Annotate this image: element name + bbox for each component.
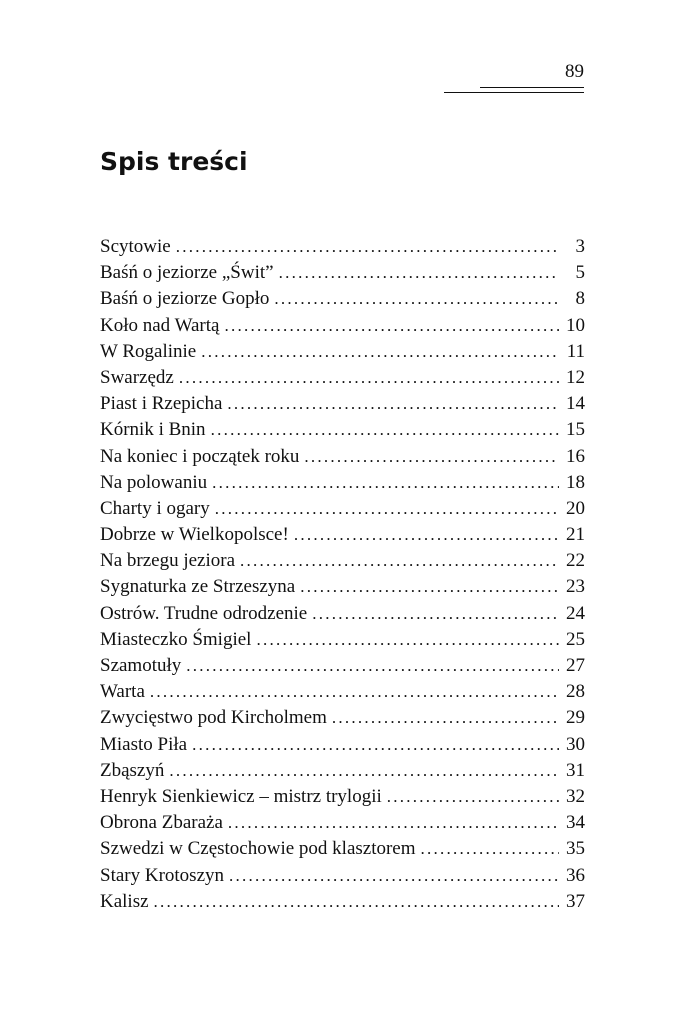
toc-entry-title: Henryk Sienkiewicz – mistrz trylogii — [100, 785, 382, 807]
header-rule-bottom — [444, 92, 584, 93]
toc-entry-title: Koło nad Wartą — [100, 314, 220, 336]
toc-entry — [100, 365, 585, 391]
toc-dot-leader — [192, 732, 559, 758]
toc-dot-leader — [421, 836, 559, 862]
toc-entry-title: Szamotuły — [100, 655, 182, 676]
toc-entry-title: Obrona Zbaraża — [100, 812, 223, 834]
toc-entry-page: 34 — [566, 812, 585, 834]
toc-entry-page: 20 — [566, 497, 585, 519]
toc-entry — [100, 732, 585, 758]
toc-entry-title: Kalisz — [100, 890, 149, 912]
toc-entry — [100, 705, 585, 731]
toc-entry — [100, 444, 585, 470]
toc-entry-title: Swarzędz — [100, 366, 174, 388]
toc-entry — [100, 758, 585, 784]
toc-entry — [100, 522, 585, 548]
toc-dot-leader — [179, 365, 559, 391]
toc-entry — [100, 496, 585, 522]
toc-entry-page: 36 — [566, 864, 585, 886]
toc-entry-title: Kórnik i Bnin — [100, 419, 206, 441]
toc-entry-page: 11 — [566, 340, 585, 362]
toc-entry — [100, 574, 585, 600]
toc-entry-page: 32 — [566, 785, 585, 807]
toc-entry-page: 31 — [566, 759, 585, 781]
toc-entry-page: 27 — [566, 655, 585, 676]
toc-entry-title: Zbąszyń — [100, 759, 165, 781]
toc-entry-page: 5 — [575, 262, 585, 284]
toc-entry-page: 3 — [575, 236, 585, 257]
toc-entry — [100, 810, 585, 836]
toc-entry-title: Na brzegu jeziora — [100, 550, 236, 572]
toc-entry — [100, 863, 585, 889]
toc-entry-title: Warta — [100, 681, 145, 703]
toc-entry — [100, 627, 585, 653]
toc-entry-page: 35 — [566, 838, 585, 860]
toc-entry — [100, 313, 585, 339]
toc-dot-leader — [240, 548, 559, 574]
page-number: 89 — [565, 61, 584, 82]
toc-entry-page: 18 — [566, 471, 585, 493]
toc-entry-page: 15 — [566, 419, 585, 441]
toc-entry — [100, 836, 585, 862]
toc-entry-page: 29 — [566, 707, 585, 729]
header-rule-top — [480, 87, 584, 88]
toc-entry-title: Scytowie — [100, 236, 171, 257]
toc-dot-leader — [169, 758, 559, 784]
toc-entry — [100, 548, 585, 574]
toc-dot-leader — [229, 863, 559, 889]
toc-dot-leader — [176, 234, 559, 260]
toc-entry-title: Piast i Rzepicha — [100, 393, 223, 415]
toc-entry-page: 10 — [566, 314, 585, 336]
toc-dot-leader — [256, 627, 559, 653]
toc-dot-leader — [224, 313, 559, 339]
toc-dot-leader — [186, 653, 559, 679]
toc-entry — [100, 286, 585, 312]
toc-entry — [100, 260, 585, 286]
toc-entry-title: Miasteczko Śmigiel — [100, 628, 252, 650]
toc-entry-page: 22 — [566, 550, 585, 572]
toc-entry-title: Zwycięstwo pod Kircholmem — [100, 707, 327, 729]
toc-dot-leader — [304, 444, 559, 470]
toc-dot-leader — [227, 391, 559, 417]
toc-dot-leader — [279, 260, 559, 286]
toc-dot-leader — [228, 810, 559, 836]
toc-dot-leader — [211, 417, 559, 443]
toc-entry-title: Na koniec i początek roku — [100, 445, 300, 467]
toc-entry-page: 16 — [566, 445, 585, 467]
toc-entry-page: 24 — [566, 602, 585, 624]
toc-entry-page: 12 — [566, 366, 585, 388]
toc-entry-title: Na polowaniu — [100, 471, 208, 493]
toc-entry-page: 21 — [566, 524, 585, 546]
toc-entry-title: Baśń o jeziorze Gopło — [100, 288, 270, 310]
toc-entry — [100, 339, 585, 365]
toc-entry-page: 14 — [566, 393, 585, 415]
toc-dot-leader — [212, 470, 559, 496]
toc-dot-leader — [312, 601, 559, 627]
toc-dot-leader — [274, 286, 559, 312]
toc-entry-title: Dobrze w Wielkopolsce! — [100, 524, 289, 546]
toc-entry-title: Szwedzi w Częstochowie pod klasztorem — [100, 838, 416, 860]
toc-dot-leader — [300, 574, 559, 600]
toc-entry — [100, 784, 585, 810]
toc-entry — [100, 653, 585, 679]
toc-entry-title: W Rogalinie — [100, 340, 197, 362]
toc-entry-title: Baśń o jeziorze „Świt” — [100, 262, 274, 284]
toc-entry-page: 23 — [566, 576, 585, 598]
toc-entry-page: 28 — [566, 681, 585, 703]
toc-dot-leader — [332, 705, 559, 731]
toc-dot-leader — [387, 784, 559, 810]
toc-entry-page: 25 — [566, 628, 585, 650]
toc-entry-title: Miasto Piła — [100, 733, 188, 755]
toc-entry — [100, 601, 585, 627]
toc-entry — [100, 679, 585, 705]
toc-entry-title: Stary Krotoszyn — [100, 864, 225, 886]
toc-entry — [100, 470, 585, 496]
toc-dot-leader — [201, 339, 559, 365]
toc-entry-title: Sygnaturka ze Strzeszyna — [100, 576, 296, 598]
table-of-contents — [100, 234, 585, 915]
toc-entry-page: 30 — [566, 733, 585, 755]
toc-entry-page: 8 — [575, 288, 585, 310]
toc-entry — [100, 417, 585, 443]
toc-entry-title: Charty i ogary — [100, 497, 210, 519]
toc-entry-title: Ostrów. Trudne odrodzenie — [100, 602, 308, 624]
toc-dot-leader — [154, 889, 559, 915]
toc-dot-leader — [215, 496, 559, 522]
toc-entry — [100, 889, 585, 915]
page-title: Spis treści — [100, 147, 248, 176]
toc-entry — [100, 234, 585, 260]
toc-entry — [100, 391, 585, 417]
toc-dot-leader — [150, 679, 559, 705]
toc-entry-page: 37 — [566, 890, 585, 912]
toc-dot-leader — [294, 522, 559, 548]
